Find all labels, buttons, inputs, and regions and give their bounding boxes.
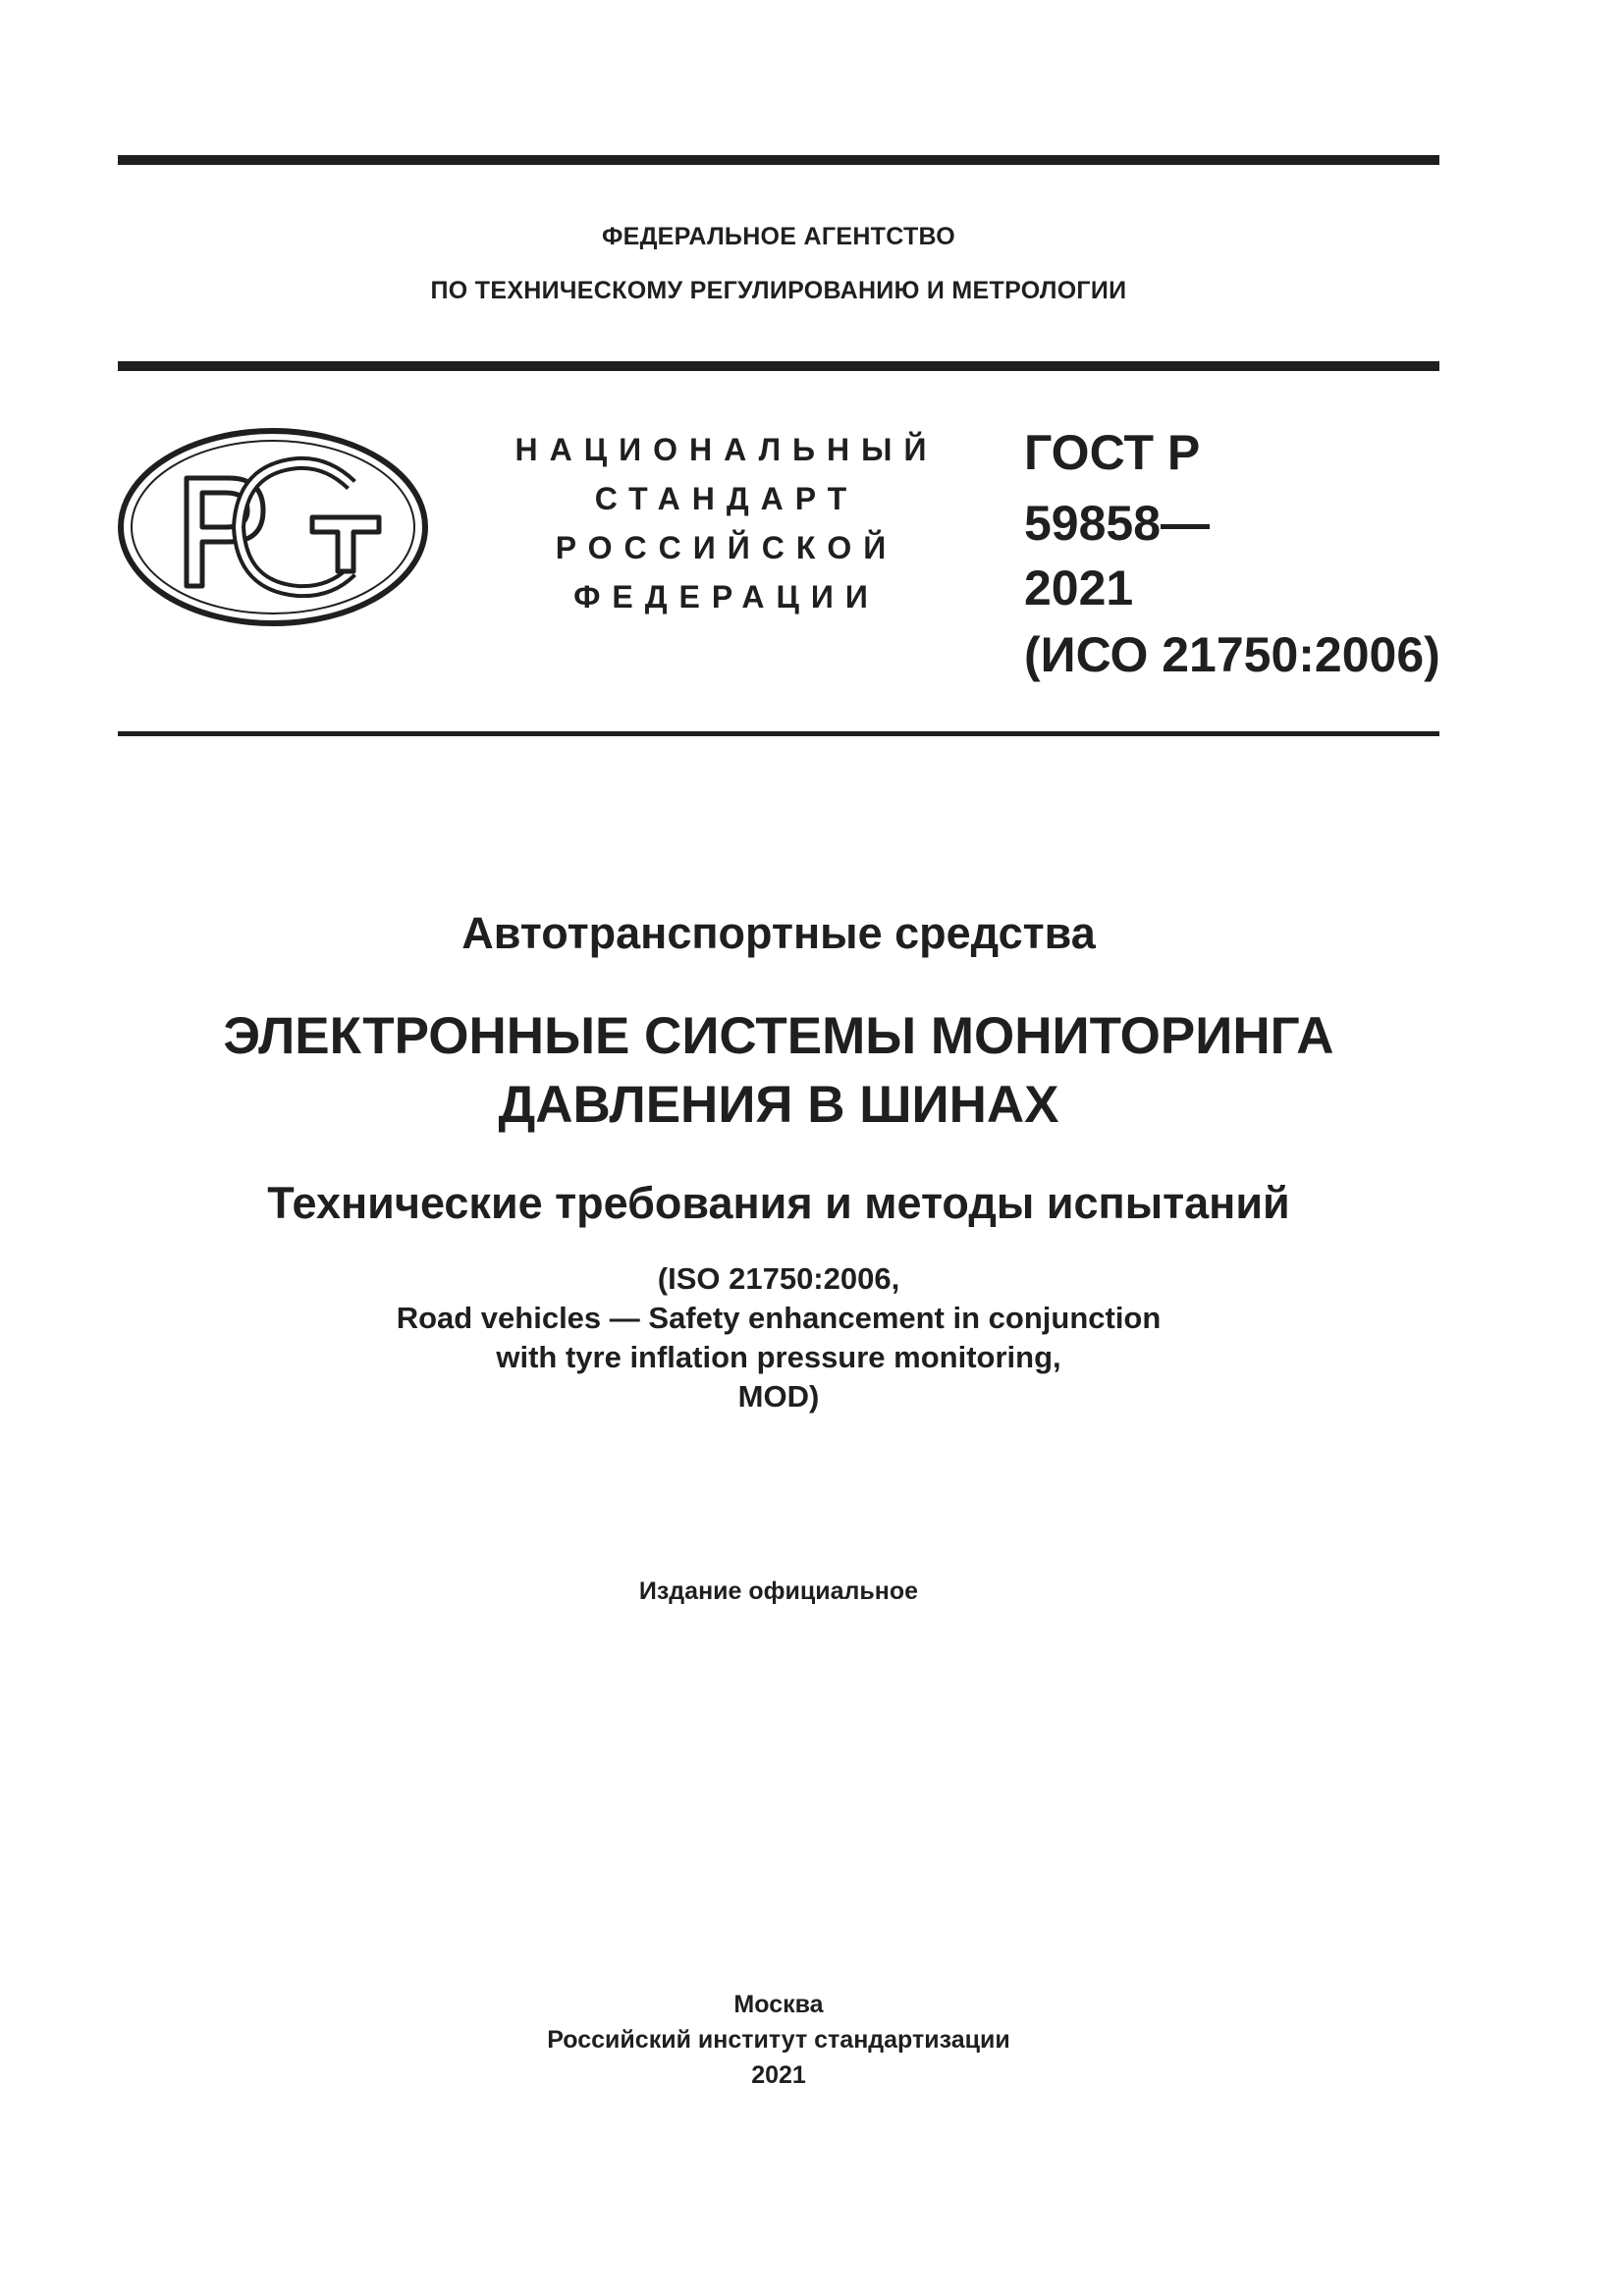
iso-reference-line-2: Road vehicles — Safety enhancement in conjunction — [396, 1301, 1162, 1335]
standard-code-line-2: 59858— — [1024, 496, 1211, 551]
rst-emblem-icon — [116, 424, 430, 630]
edition-label: Издание официальное — [638, 1577, 919, 1605]
national-standard-line-3: РОССИЙСКОЙ — [555, 530, 898, 565]
main-title-line-1: ЭЛЕКТРОННЫЕ СИСТЕМЫ МОНИТОРИНГА — [223, 1007, 1334, 1065]
standard-rule — [118, 731, 1439, 736]
footer-city: Москва — [733, 1991, 824, 2018]
national-standard-line-4: ФЕДЕРАЦИИ — [573, 579, 880, 614]
agency-line-1: ФЕДЕРАЛЬНОЕ АГЕНТСТВО — [601, 223, 956, 250]
national-standard-line-1: НАЦИОНАЛЬНЫЙ — [514, 432, 939, 467]
national-standard-line-2: СТАНДАРТ — [594, 481, 859, 516]
footer-publisher: Российский институт стандартизации — [547, 2026, 1010, 2054]
footer-year: 2021 — [751, 2061, 806, 2089]
main-title-line-2: ДАВЛЕНИЯ В ШИНАХ — [498, 1076, 1059, 1134]
standard-code-line-4: (ИСО 21750:2006) — [1024, 627, 1440, 682]
iso-reference-line-1: (ISO 21750:2006, — [657, 1261, 900, 1296]
agency-line-2: ПО ТЕХНИЧЕСКОМУ РЕГУЛИРОВАНИЮ И МЕТРОЛОГИИ — [430, 277, 1127, 304]
standard-code-line-3: 2021 — [1024, 561, 1134, 615]
standard-code-line-1: ГОСТ Р — [1024, 425, 1201, 480]
subject-title: Автотранспортные средства — [461, 908, 1096, 958]
subtitle: Технические требования и методы испытаний — [267, 1178, 1290, 1228]
iso-reference-line-3: with tyre inflation pressure monitoring, — [496, 1340, 1061, 1374]
iso-reference-line-4: MOD) — [737, 1379, 820, 1414]
top-rule — [118, 155, 1439, 165]
header-rule — [118, 361, 1439, 371]
